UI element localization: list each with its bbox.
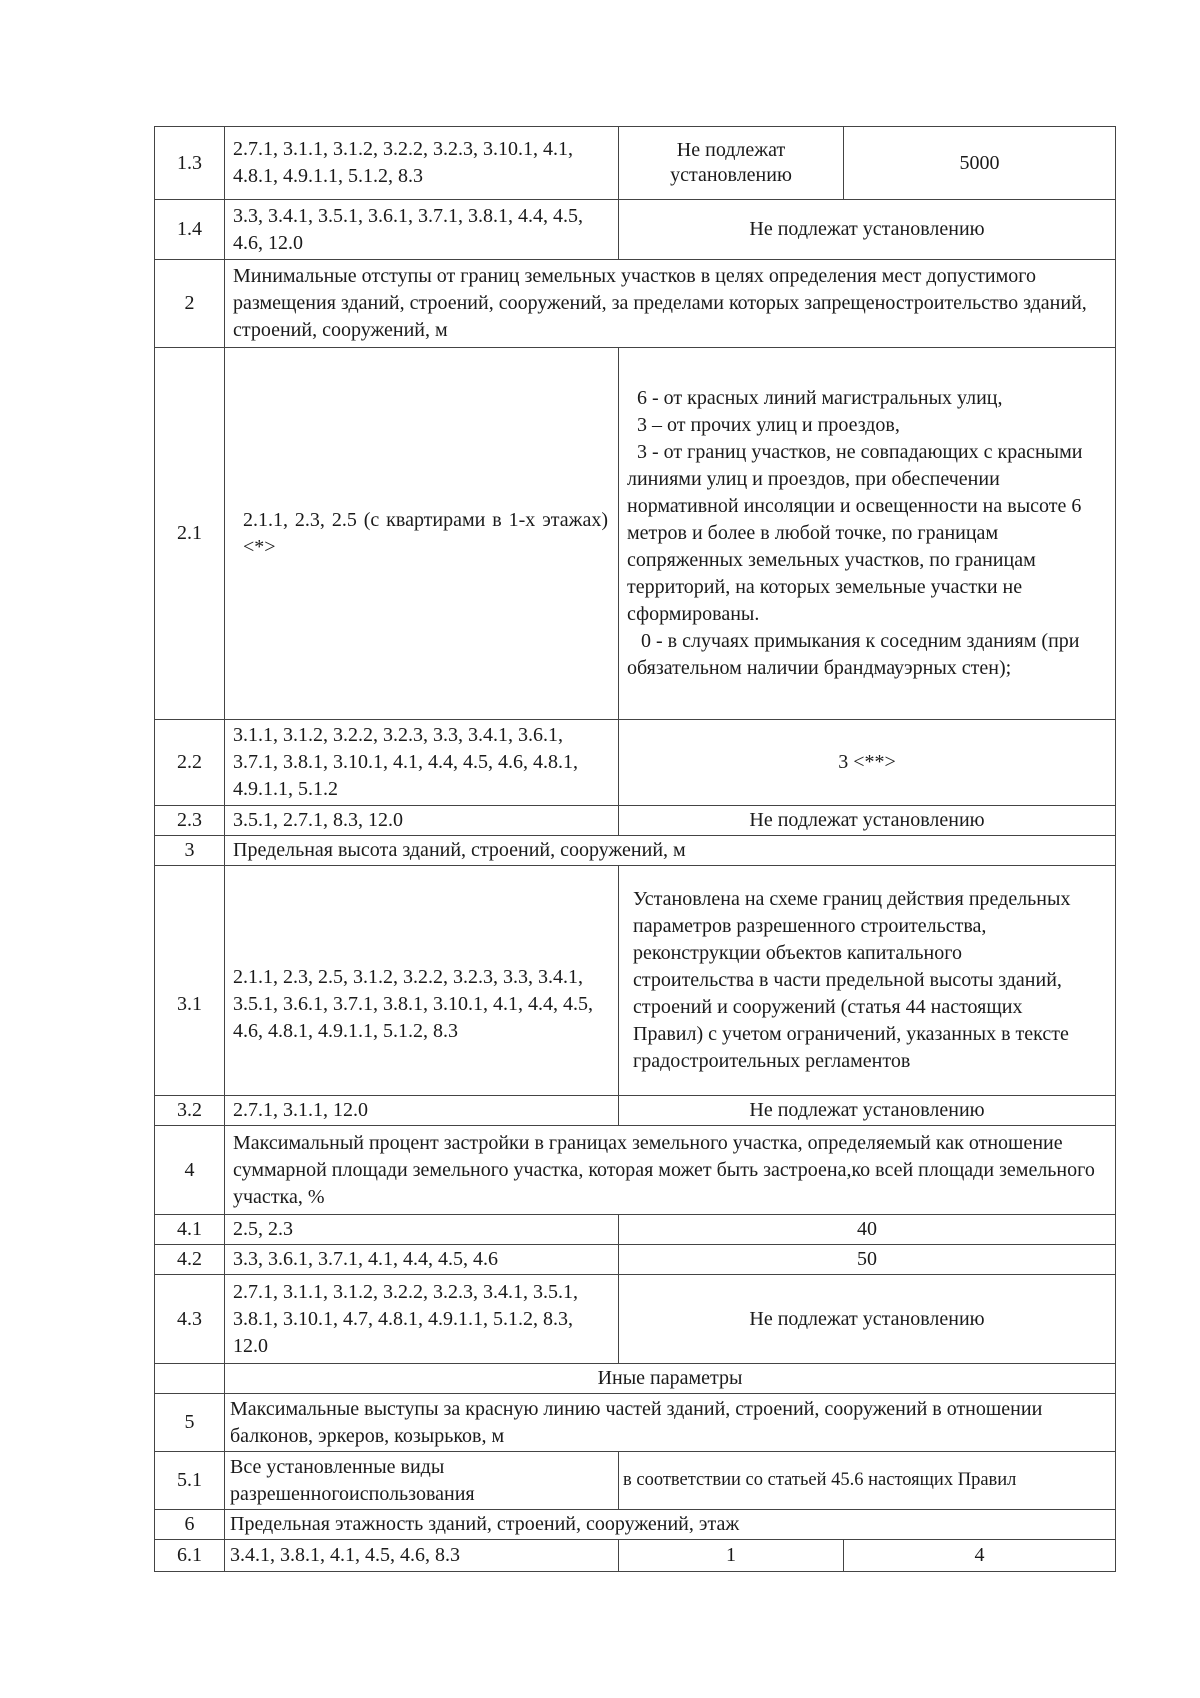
permitted-use-codes: 2.7.1, 3.1.1, 12.0 <box>225 1096 619 1126</box>
parameter-value: Не подлежат установлению <box>619 1275 1116 1364</box>
row-number: 5 <box>155 1394 225 1452</box>
section-heading: Предельная высота зданий, строений, сооружений, м <box>225 836 1116 866</box>
table-row <box>155 348 1116 720</box>
parameter-value: Не подлежат установлению <box>619 1096 1116 1126</box>
table-row <box>155 1096 1116 1126</box>
table-row <box>155 127 1116 200</box>
parameter-value: 1 <box>619 1540 844 1572</box>
table-row <box>155 1126 1116 1215</box>
table-row <box>155 720 1116 806</box>
row-number: 6 <box>155 1510 225 1540</box>
permitted-use-codes: 2.7.1, 3.1.1, 3.1.2, 3.2.2, 3.2.3, 3.10.1, 4.1, 4.8.1, 4.9.1.1, 5.1.2, 8.3 <box>225 127 619 200</box>
parameter-value: Не подлежат установлению <box>619 200 1116 260</box>
row-number: 2.3 <box>155 806 225 836</box>
permitted-use-codes: Все установленные виды разрешенногоиспользования <box>225 1452 619 1510</box>
row-number: 2.1 <box>155 348 225 720</box>
row-number: 3 <box>155 836 225 866</box>
parameter-value: 5000 <box>844 127 1116 200</box>
table-row <box>155 260 1116 348</box>
setback-line: 3 - от границ участков, не совпадающих с красными линиями улиц и проездов, при обеспечении нормативной инсоляции и освещенности на высоте 6 метров и более в любой точке, по границам сопряженных земельных участков, по границам территорий, на которых земельные участки не сформированы. <box>627 441 1083 625</box>
parameter-value: Не подлежат установлению <box>619 127 844 200</box>
table-row <box>155 866 1116 1096</box>
parameter-value: 3 <**> <box>619 720 1116 806</box>
section-heading: Максимальные выступы за красную линию частей зданий, строений, сооружений в отношении балконов, эркеров, козырьков, м <box>225 1394 1116 1452</box>
table-row <box>155 1364 1116 1394</box>
row-number: 2.2 <box>155 720 225 806</box>
row-number: 1.3 <box>155 127 225 200</box>
permitted-use-codes: 2.1.1, 2.3, 2.5 (с квартирами в 1-х этажах) <*> <box>225 348 619 720</box>
table-row <box>155 806 1116 836</box>
row-number: 4.2 <box>155 1245 225 1275</box>
regulations-table <box>154 126 1116 1572</box>
row-number: 1.4 <box>155 200 225 260</box>
setback-line: 0 - в случаях примыкания к соседним зданиям (при обязательном наличии брандмауэрных стен); <box>627 630 1080 679</box>
parameter-value: в соответствии со статьей 45.6 настоящих Правил <box>619 1452 1116 1510</box>
table-row <box>155 200 1116 260</box>
permitted-use-codes: 3.5.1, 2.7.1, 8.3, 12.0 <box>225 806 619 836</box>
section-heading: Минимальные отступы от границ земельных участков в целях определения мест допустимого размещения зданий, строений, сооружений, за пределами которых запрещеностроительство зданий, строений, сооружений, м <box>225 260 1116 348</box>
permitted-use-codes: 3.3, 3.6.1, 3.7.1, 4.1, 4.4, 4.5, 4.6 <box>225 1245 619 1275</box>
table-row <box>155 1452 1116 1510</box>
setback-line: 6 - от красных линий магистральных улиц, <box>637 387 1003 409</box>
setback-line: 3 – от прочих улиц и проездов, <box>637 414 900 436</box>
permitted-use-codes: 3.4.1, 3.8.1, 4.1, 4.5, 4.6, 8.3 <box>225 1540 619 1572</box>
table-row <box>155 836 1116 866</box>
table-row <box>155 1540 1116 1572</box>
permitted-use-codes: 3.3, 3.4.1, 3.5.1, 3.6.1, 3.7.1, 3.8.1, 4.4, 4.5, 4.6, 12.0 <box>225 200 619 260</box>
row-number: 3.2 <box>155 1096 225 1126</box>
empty-cell <box>155 1364 225 1394</box>
table-row <box>155 1215 1116 1245</box>
permitted-use-codes: 2.5, 2.3 <box>225 1215 619 1245</box>
parameter-value: Установлена на схеме границ действия предельных параметров разрешенного строительства, реконструкции объектов капитального строительства в части предельной высоты зданий, строений и сооружений (статья 44 настоящих Правил) с учетом ограничений, указанных в тексте градостроительных регламентов <box>619 866 1116 1096</box>
section-heading: Иные параметры <box>225 1364 1116 1394</box>
row-number: 3.1 <box>155 866 225 1096</box>
table-row <box>155 1275 1116 1364</box>
row-number: 4 <box>155 1126 225 1215</box>
row-number: 6.1 <box>155 1540 225 1572</box>
section-heading: Максимальный процент застройки в границах земельного участка, определяемый как отношение суммарной площади земельного участка, которая может быть застроена,ко всей площади земельного участка, % <box>225 1126 1116 1215</box>
row-number: 2 <box>155 260 225 348</box>
parameter-value: 50 <box>619 1245 1116 1275</box>
row-number: 4.1 <box>155 1215 225 1245</box>
parameter-value: 40 <box>619 1215 1116 1245</box>
permitted-use-codes: 2.1.1, 2.3, 2.5, 3.1.2, 3.2.2, 3.2.3, 3.3, 3.4.1, 3.5.1, 3.6.1, 3.7.1, 3.8.1, 3.10.1, 4.1, 4.4, 4.5, 4.6, 4.8.1, 4.9.1.1, 5.1.2, 8.3 <box>225 866 619 1096</box>
table-row <box>155 1245 1116 1275</box>
row-number: 4.3 <box>155 1275 225 1364</box>
parameter-value: Не подлежат установлению <box>619 806 1116 836</box>
row-number: 5.1 <box>155 1452 225 1510</box>
permitted-use-codes: 2.7.1, 3.1.1, 3.1.2, 3.2.2, 3.2.3, 3.4.1, 3.5.1, 3.8.1, 3.10.1, 4.7, 4.8.1, 4.9.1.1, 5.1.2, 8.3, 12.0 <box>225 1275 619 1364</box>
permitted-use-codes: 3.1.1, 3.1.2, 3.2.2, 3.2.3, 3.3, 3.4.1, 3.6.1, 3.7.1, 3.8.1, 3.10.1, 4.1, 4.4, 4.5, 4.6, 4.8.1, 4.9.1.1, 5.1.2 <box>225 720 619 806</box>
table-row <box>155 1394 1116 1452</box>
parameter-value <box>619 348 1116 720</box>
parameter-value: 4 <box>844 1540 1116 1572</box>
table-row <box>155 1510 1116 1540</box>
section-heading: Предельная этажность зданий, строений, сооружений, этаж <box>225 1510 1116 1540</box>
